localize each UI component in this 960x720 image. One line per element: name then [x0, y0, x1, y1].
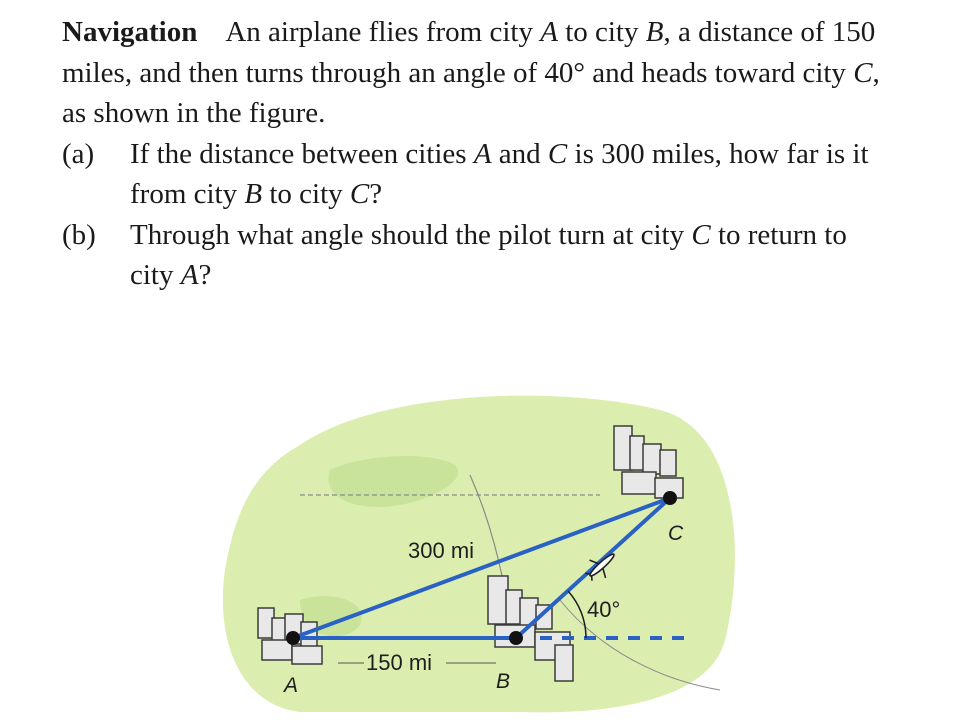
intro-city-a: A — [540, 16, 558, 48]
part-b-text-1: Through what angle should the pilot turn at city — [130, 218, 692, 251]
angle-label: 40° — [587, 597, 621, 622]
part-b-label: (b) — [62, 218, 96, 251]
part-a-city-b: B — [244, 178, 263, 210]
intro-text-3: , a distance of 150 miles, and then turns through an angle of 40° and heads toward city — [62, 16, 876, 89]
part-b-city-c: C — [691, 218, 711, 251]
land-area — [223, 396, 735, 713]
part-a-text-1: If the distance between cities — [130, 137, 474, 170]
part-a-city-c: C — [547, 137, 568, 170]
city-c-label: C — [668, 522, 684, 545]
city-a-label: A — [284, 674, 299, 697]
distance-label-ab: 150 mi — [366, 650, 433, 675]
city-b-marker — [509, 631, 523, 645]
intro-text-2: to city — [557, 16, 646, 48]
intro-text-4: , as shown in the figure. — [62, 56, 880, 129]
part-b-text-3: ? — [198, 259, 212, 291]
distance-label-ac: 300 mi — [408, 538, 475, 563]
intro-city-b: B — [645, 16, 664, 48]
part-a-text-3: is 300 miles, how far is it from city — [130, 137, 869, 210]
intro-city-c: C — [853, 56, 873, 89]
part-a-text-5: ? — [369, 178, 383, 210]
city-c-marker — [663, 491, 677, 505]
problem-heading: Navigation — [62, 16, 198, 48]
part-a-city-c2: C — [349, 178, 370, 210]
part-b-text-2: to return to city — [130, 218, 847, 291]
intro-text-1: An airplane flies from city — [225, 16, 541, 48]
part-b-city-a: A — [180, 259, 199, 291]
part-a-label: (a) — [62, 137, 95, 170]
city-b-label: B — [496, 670, 511, 693]
part-a-city-a: A — [473, 137, 492, 170]
part-a-text-4: to city — [262, 178, 350, 210]
part-a-text-2: and — [491, 137, 548, 170]
city-a-marker — [286, 631, 300, 645]
